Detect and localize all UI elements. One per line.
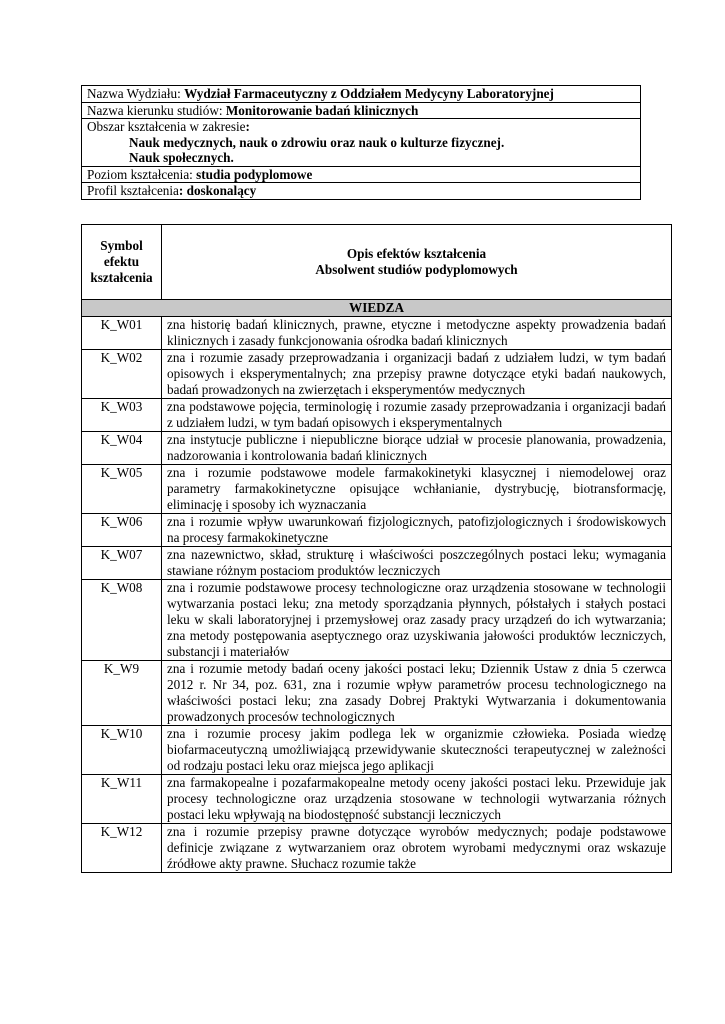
table-row (82, 465, 672, 514)
outcome-description: zna podstawowe pojęcia, terminologię i rozumie zasady przeprowadzania i organizacji badań z udziałem ludzi, w tym badań opisowych i eksperymentalnych (162, 399, 672, 432)
table-row (82, 824, 672, 873)
outcome-symbol: K_W03 (82, 399, 162, 432)
table-row (82, 726, 672, 775)
field-row (82, 102, 641, 119)
area-line-1: Nauk medycznych, nauk o zdrowiu oraz nauk o kulturze fizycznej. (129, 134, 505, 150)
learning-outcomes-table (81, 224, 672, 873)
section-title: WIEDZA (82, 300, 672, 317)
table-row (82, 317, 672, 350)
outcome-description: zna i rozumie przepisy prawne dotyczące wyrobów medycznych; podaje podstawowe definicje związane z wytwarzaniem oraz obrotem wyrobami medycznymi oraz wskazuje źródłowe akty prawne. Słuchacz rozumie także (162, 824, 672, 873)
table-row (82, 580, 672, 661)
outcome-symbol: K_W07 (82, 547, 162, 580)
faculty-row (82, 86, 641, 103)
program-info-table (81, 85, 641, 200)
table-row (82, 661, 672, 726)
outcome-symbol: K_W12 (82, 824, 162, 873)
outcome-symbol: K_W06 (82, 514, 162, 547)
outcome-description: zna i rozumie podstawowe modele farmakokinetyki klasycznej i niemodelowej oraz parametry farmakokinetyczne opisujące wchłanianie, dystrybucję, biotransformację, eliminację i sposoby ich wyznaczania (162, 465, 672, 514)
level-label: Poziom kształcenia: (87, 166, 197, 182)
field-value: Monitorowanie badań klinicznych (225, 102, 419, 118)
level-row (82, 166, 641, 183)
area-row (82, 119, 641, 167)
description-column-header: Opis efektów kształcenia Absolwent studiów podyplomowych (162, 225, 672, 300)
area-label: Obszar kształcenia w zakresie (87, 119, 246, 134)
faculty-label: Nazwa Wydziału: (87, 86, 185, 101)
outcome-symbol: K_W11 (82, 775, 162, 824)
outcome-description: zna i rozumie podstawowe procesy technologiczne oraz urządzenia stosowane w technologii wytwarzania postaci leku; zna metody sporządzania płynnych, półstałych i stałych postaci leku w skali laboratoryjnej i przemysłowej oraz zasady pracy urządzeń do ich wytwarzania; zna metody postępowania aseptycznego oraz uzyskiwania jałowości produktów leczniczych, substancji i materiałów (162, 580, 672, 661)
outcome-description: zna instytucje publiczne i niepubliczne biorące udział w procesie planowania, prowadzenia, nadzorowania i kontrolowania badań klinicznych (162, 432, 672, 465)
outcome-symbol: K_W04 (82, 432, 162, 465)
outcome-symbol: K_W08 (82, 580, 162, 661)
field-label: Nazwa kierunku studiów: (87, 102, 226, 118)
table-row (82, 514, 672, 547)
outcome-symbol: K_W01 (82, 317, 162, 350)
outcome-description: zna i rozumie procesy jakim podlega lek w organizmie człowieka. Posiada wiedzę biofarmaceutyczną umożliwiającą przewidywanie skuteczności terapeutycznej w zależności od rodzaju postaci leku oraz miejsca jego aplikacji (162, 726, 672, 775)
outcome-symbol: K_W10 (82, 726, 162, 775)
profile-row (82, 183, 641, 200)
profile-label: Profil kształcenia (87, 183, 179, 198)
table-header-row (82, 225, 672, 300)
faculty-value: Wydział Farmaceutyczny z Oddziałem Medycyny Laboratoryjnej (184, 86, 554, 101)
outcome-description: zna farmakopealne i pozafarmakopealne metody oceny jakości postaci leku. Przewiduje jak procesy technologiczne oraz urządzenia stosowane w technologii wytwarzania różnych postaci leku wpływają na biodostępność substancji leczniczych (162, 775, 672, 824)
table-row (82, 547, 672, 580)
table-row (82, 432, 672, 465)
profile-value: : doskonalący (178, 183, 257, 198)
outcome-description: zna nazewnictwo, skład, strukturę i właściwości poszczególnych postaci leku; wymagania stawiane różnym postaciom produktów leczniczych (162, 547, 672, 580)
area-colon: : (245, 119, 250, 134)
symbol-column-header: Symbol efektu kształcenia (82, 225, 162, 300)
level-value: studia podyplomowe (196, 166, 313, 182)
outcome-description: zna i rozumie wpływ uwarunkowań fizjologicznych, patofizjologicznych i środowiskowych na procesy farmakokinetyczne (162, 514, 672, 547)
section-row (82, 300, 672, 317)
table-row (82, 775, 672, 824)
outcome-description: zna historię badań klinicznych, prawne, etyczne i metodyczne aspekty prowadzenia badań klinicznych i zasady funkcjonowania ośrodka badań klinicznych (162, 317, 672, 350)
outcome-symbol: K_W02 (82, 350, 162, 399)
outcome-symbol: K_W9 (82, 661, 162, 726)
outcome-description: zna i rozumie metody badań oceny jakości postaci leku; Dziennik Ustaw z dnia 5 czerwca 2012 r. Nr 34, poz. 631, zna i rozumie wpływ parametrów procesu technologicznego na właściwości postaci leku; zna zasady Dobrej Praktyki Wytwarzania i dokumentowania prowadzonych procesów technologicznych (162, 661, 672, 726)
outcome-symbol: K_W05 (82, 465, 162, 514)
area-line-2: Nauk społecznych. (129, 150, 234, 165)
table-row (82, 399, 672, 432)
table-row (82, 350, 672, 399)
outcome-description: zna i rozumie zasady przeprowadzania i organizacji badań z udziałem ludzi, w tym badań opisowych i eksperymentalnych; zna przepisy prawne dotyczące etyki badań naukowych, badań prowadzonych na zwierzętach i eksperymentów medycznych (162, 350, 672, 399)
